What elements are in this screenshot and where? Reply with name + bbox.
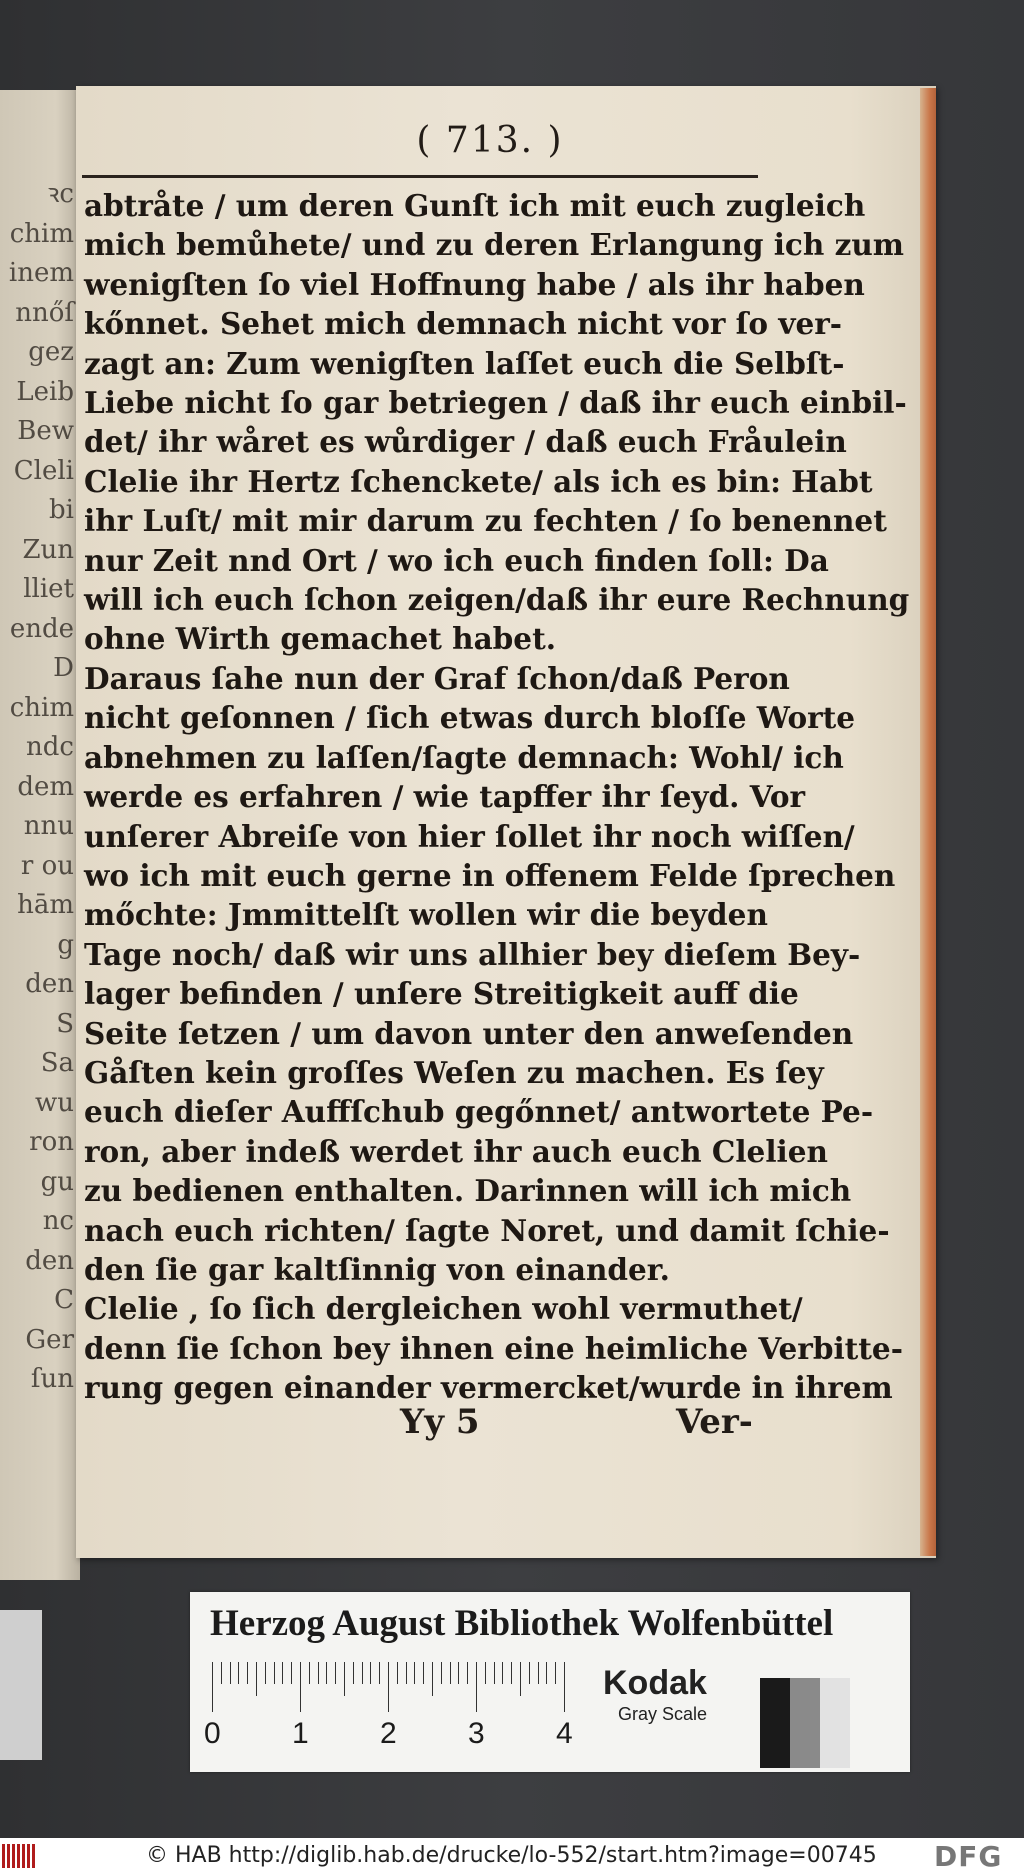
ruler-tick: [344, 1662, 345, 1696]
adjacent-text-fragment: S: [56, 1008, 74, 1039]
source-credit[interactable]: © HAB http://diglib.hab.de/drucke/lo-552/start.htm?image=00745: [146, 1843, 877, 1868]
text-line: Daraus ſahe nun der Graf ſchon/daß Peron: [84, 660, 790, 696]
ruler-tick: [212, 1662, 213, 1712]
text-line: lager befinden / unſere Streitigkeit auff die: [84, 976, 799, 1012]
text-line: ihr Luſt/ mit mir darum zu fechten / ſo benennet: [84, 503, 887, 539]
text-line: Liebe nicht ſo gar betriegen / daß ihr euch einbil-: [84, 385, 907, 421]
ruler-tick: [476, 1662, 477, 1712]
adjacent-text-fragment: Leib: [16, 376, 74, 407]
adjacent-text-fragment: lliet: [23, 574, 74, 604]
text-line: Clelie , ſo ſich dergleichen wohl vermuthet/: [84, 1291, 803, 1327]
adjacent-text-fragment: ende: [9, 613, 74, 644]
ruler-tick: [494, 1662, 495, 1684]
scale-number: 2: [380, 1717, 397, 1750]
adjacent-text-fragment: den: [25, 1245, 74, 1276]
ruler-tick: [564, 1662, 565, 1712]
ruler-tick: [362, 1662, 363, 1684]
ruler-tick: [265, 1662, 266, 1684]
adjacent-text-fragment: Cleli: [13, 455, 74, 486]
adjacent-text-fragment: ſun: [30, 1364, 74, 1394]
text-line: kőnnet. Sehet mich demnach nicht vor ſo ver-: [84, 306, 843, 342]
ruler-tick: [555, 1662, 556, 1684]
page-number: ( 713. ): [416, 120, 564, 161]
scale-number: 0: [204, 1717, 221, 1750]
adjacent-text-fragment: ꝛc: [47, 179, 74, 209]
ruler-tick: [370, 1662, 371, 1684]
text-line: denn ſie ſchon bey ihnen eine heimliche Verbitte-: [84, 1330, 903, 1366]
ruler-tick: [247, 1662, 248, 1684]
kodak-logo: Kodak: [603, 1664, 707, 1702]
scale-number: 4: [556, 1717, 573, 1750]
text-line: nur Zeit nnd Ort / wo ich euch finden ſoll: Da: [84, 542, 829, 578]
ruler-scale: [212, 1662, 564, 1712]
text-line: nicht geſonnen / ſich etwas durch bloſſe Worte: [84, 700, 856, 736]
ruler-tick: [414, 1662, 415, 1684]
ruler-tick: [397, 1662, 398, 1684]
adjacent-page-text: [0, 175, 74, 1400]
header-rule: [82, 175, 758, 178]
text-line: nach euch richten/ ſagte Noret, und damit ſchie-: [84, 1212, 890, 1248]
ruler-tick: [467, 1662, 468, 1684]
ruler-tick: [520, 1662, 521, 1696]
adjacent-text-fragment: gu: [40, 1166, 74, 1197]
dfg-logo: DFG: [934, 1840, 1003, 1873]
adjacent-text-fragment: ron: [29, 1127, 74, 1157]
ruler-tick: [502, 1662, 503, 1684]
adjacent-text-fragment: gez: [28, 337, 74, 367]
adjacent-text-fragment: Sa: [40, 1048, 74, 1078]
catchword: Ver-: [676, 1402, 753, 1442]
gray-scale-label: Gray Scale: [618, 1704, 708, 1724]
ruler-tick: [353, 1662, 354, 1684]
adjacent-text-fragment: wu: [35, 1087, 74, 1118]
text-line: den ſie gar kaltſinnig von einander.: [84, 1251, 670, 1287]
ruler-tick: [432, 1662, 433, 1696]
footer-bar: [0, 1838, 1024, 1874]
text-line: mőchte: Jmmittelſt wollen wir die beyden: [84, 897, 768, 933]
ruler-tick: [379, 1662, 380, 1684]
adjacent-text-fragment: C: [54, 1285, 74, 1315]
text-line: abnehmen zu laſſen/ſagte demnach: Wohl/ ich: [84, 739, 844, 775]
scale-card: [190, 1592, 910, 1772]
text-line: zu bedienen enthalten. Darinnen will ich mich: [84, 1173, 852, 1209]
ruler-tick: [230, 1662, 231, 1684]
text-line: euch dieſer Auffſchub gegőnnet/ antwortete Pe-: [84, 1094, 874, 1130]
ruler-tick: [538, 1662, 539, 1684]
page-body-text: [84, 186, 910, 1408]
ruler-tick: [423, 1662, 424, 1684]
scale-number: 1: [292, 1717, 309, 1750]
text-line: abtråte / um deren Gunſt ich mit euch zugleich: [84, 188, 866, 223]
adjacent-text-fragment: nnőſ: [15, 297, 74, 328]
text-line: will ich euch ſchon zeigen/daß ihr eure Rechnung: [84, 582, 910, 618]
text-line: wo ich mit euch gerne in offenem Felde ſprechen: [84, 857, 896, 893]
text-line: Clelie ihr Hertz ſchenckete/ als ich es bin: Habt: [84, 463, 873, 499]
adjacent-text-fragment: Bew: [17, 416, 74, 446]
ruler-tick: [335, 1662, 336, 1684]
page-red-edge: [920, 88, 936, 1556]
scale-number: 3: [468, 1717, 485, 1750]
adjacent-text-fragment: inem: [8, 258, 74, 288]
text-line: mich bemůhete/ und zu deren Erlangung ich zum: [84, 227, 905, 263]
text-line: ohne Wirth gemachet habet.: [84, 621, 556, 657]
adjacent-text-fragment: bi: [49, 495, 74, 525]
adjacent-text-fragment: chim: [9, 218, 74, 249]
adjacent-text-fragment: r ou: [20, 850, 74, 881]
ruler-tick: [546, 1662, 547, 1684]
gray-patch-black: [760, 1678, 790, 1768]
ruler-tick: [221, 1662, 222, 1684]
gray-patch-mid: [790, 1678, 820, 1768]
ruler-tick: [274, 1662, 275, 1684]
text-line: Gåſten kein groſſes Weſen zu machen. Es ſey: [84, 1054, 824, 1090]
ruler-tick: [458, 1662, 459, 1684]
text-line: unſerer Abreiſe von hier ſollet ihr noch wiſſen/: [84, 818, 855, 854]
ruler-tick: [309, 1662, 310, 1684]
adjacent-text-fragment: g: [57, 929, 74, 960]
institution-name: Herzog August Bibliothek Wolfenbüttel: [210, 1603, 834, 1644]
adjacent-text-fragment: dem: [17, 771, 74, 802]
text-line: werde es erfahren / wie tapffer ihr ſeyd. Vor: [84, 779, 806, 815]
text-line: det/ ihr wåret es wůrdiger / daß euch Fråulein: [84, 424, 847, 460]
ruler-tick: [282, 1662, 283, 1684]
side-tag: [0, 1610, 42, 1760]
text-line: rung gegen einander vermercket/wurde in ihrem: [84, 1370, 893, 1406]
adjacent-text-fragment: chim: [9, 692, 74, 723]
ruler-tick: [441, 1662, 442, 1684]
ruler-tick: [485, 1662, 486, 1684]
text-line: Seite ſetzen / um davon unter den anweſenden: [84, 1015, 854, 1051]
signature-mark: Yy 5: [400, 1402, 480, 1442]
adjacent-text-fragment: nc: [42, 1206, 74, 1236]
hab-logo-icon: [2, 1844, 48, 1868]
ruler-tick: [300, 1662, 301, 1712]
ruler-tick: [291, 1662, 292, 1684]
ruler-tick: [326, 1662, 327, 1684]
text-line: Tage noch/ daß wir uns allhier bey dieſem Bey-: [84, 936, 861, 972]
ruler-tick: [511, 1662, 512, 1684]
adjacent-text-fragment: nnu: [23, 811, 74, 841]
text-line: wenigſten ſo viel Hoffnung habe / als ihr haben: [84, 266, 865, 302]
text-line: zagt an: Zum wenigſten laſſet euch die Selbſt-: [84, 345, 845, 381]
adjacent-text-fragment: den: [25, 969, 74, 999]
ruler-tick: [406, 1662, 407, 1684]
adjacent-text-fragment: Zun: [22, 534, 74, 565]
ruler-tick: [318, 1662, 319, 1684]
text-line: ron, aber indeß werdet ihr auch euch Clelien: [84, 1133, 828, 1169]
ruler-tick: [256, 1662, 257, 1696]
gray-patch-light: [820, 1678, 850, 1768]
adjacent-text-fragment: D: [53, 653, 74, 683]
adjacent-text-fragment: ndc: [26, 732, 74, 762]
ruler-tick: [529, 1662, 530, 1684]
adjacent-text-fragment: Ger: [25, 1324, 74, 1355]
ruler-tick: [238, 1662, 239, 1684]
ruler-tick: [388, 1662, 389, 1712]
adjacent-text-fragment: hām: [17, 890, 74, 920]
ruler-tick: [450, 1662, 451, 1684]
